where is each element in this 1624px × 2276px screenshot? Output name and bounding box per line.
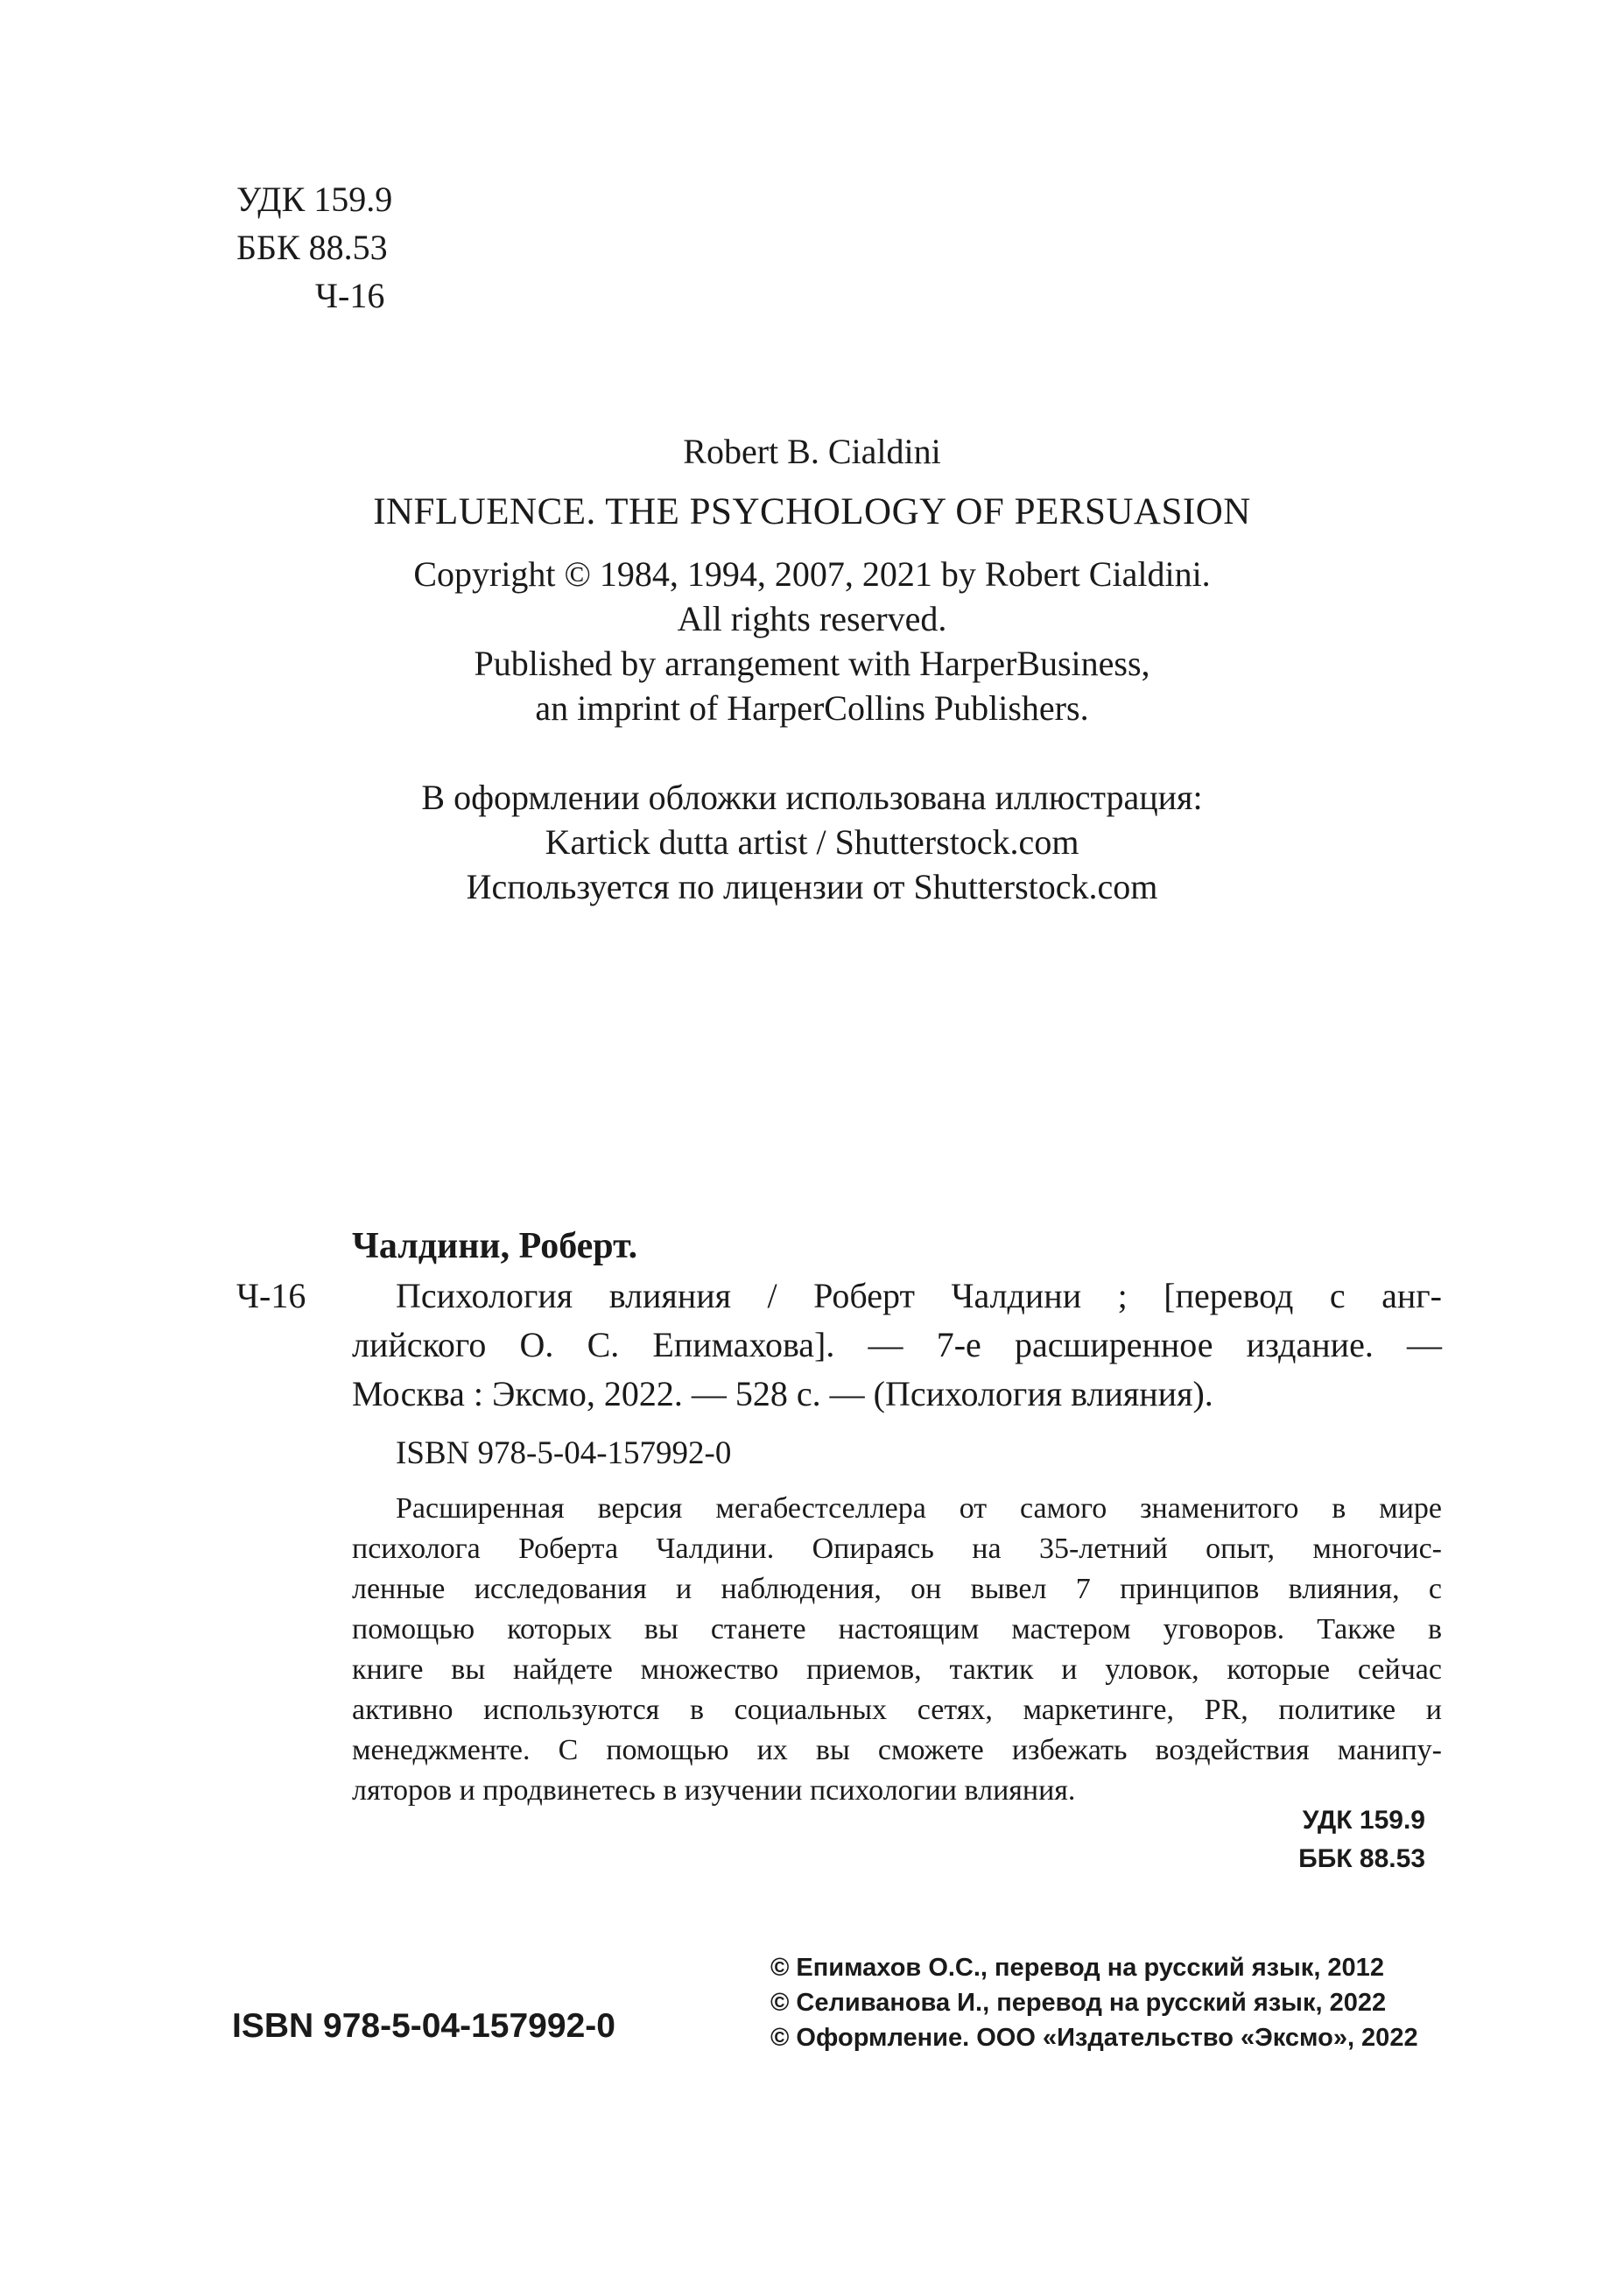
bbk-code: ББК 88.53 — [236, 228, 388, 267]
original-copyright — [0, 552, 1624, 730]
footer-copyright — [770, 1950, 1418, 2055]
bib-description-line: Москва : Эксмо, 2022. — 528 с. — (Психология влияния). — [352, 1374, 1213, 1413]
copyright-line: All rights reserved. — [677, 599, 947, 638]
footer-copyright-line: © Оформление. ООО «Издательство «Эксмо», 2022 — [770, 2024, 1418, 2052]
annotation-line: активно используются в социальных сетях, маркетинге, PR, политике и — [352, 1694, 1442, 1726]
annotation-line: ляторов и продвинетесь в изучении психологии влияния. — [352, 1774, 1076, 1807]
bib-description-line: Психология влияния / Роберт Чалдини ; [перевод с анг- — [396, 1276, 1442, 1315]
annotation-line: помощью которых вы станете настоящим мастером уговоров. Также в — [352, 1613, 1442, 1645]
bib-description — [352, 1272, 1442, 1419]
cover-credit-line: Kartick dutta artist / Shutterstock.com — [545, 822, 1079, 862]
classification-block — [236, 175, 392, 320]
bib-description-line: лийского О. С. Епимахова]. — 7-е расширенное издание. — — [352, 1325, 1442, 1364]
bib-bbk-code: ББК 88.53 — [1298, 1844, 1425, 1873]
copyright-line: Copyright © 1984, 1994, 2007, 2021 by Robert Cialdini. — [413, 554, 1211, 594]
copyright-line: an imprint of HarperCollins Publishers. — [535, 688, 1089, 728]
bib-author-code: Ч-16 — [236, 1276, 306, 1315]
cover-credit-line: В оформлении обложки использована иллюстрация: — [421, 778, 1203, 817]
bib-classification-codes — [1226, 1801, 1425, 1878]
udk-code: УДК 159.9 — [236, 180, 393, 219]
author-sign-code: Ч-16 — [315, 276, 385, 315]
copyright-line: Published by arrangement with HarperBusiness, — [474, 644, 1150, 683]
bib-udk-code: УДК 159.9 — [1302, 1806, 1425, 1835]
cover-credit-line: Используется по лицензии от Shutterstock.com — [466, 867, 1158, 906]
footer-copyright-line: © Епимахов О.С., перевод на русский язык, 2012 — [770, 1954, 1384, 1982]
annotation-line: Расширенная версия мегабестселлера от самого знаменитого в мире — [396, 1492, 1442, 1525]
cover-credit — [0, 775, 1624, 909]
annotation-line: психолога Роберта Чалдини. Опираясь на 35-летний опыт, многочис- — [352, 1533, 1442, 1565]
bib-author: Чалдини, Роберт. — [352, 1226, 638, 1266]
original-author: Robert B. Cialdini — [683, 432, 941, 471]
annotation-line: менеджменте. С помощью их вы сможете избежать воздействия манипу- — [352, 1734, 1442, 1766]
annotation-line: книге вы найдете множество приемов, тактик и уловок, которые сейчас — [352, 1653, 1442, 1686]
annotation-line: ленные исследования и наблюдения, он вывел 7 принципов влияния, с — [352, 1573, 1442, 1605]
footer-copyright-line: © Селиванова И., перевод на русский язык, 2022 — [770, 1989, 1387, 2017]
original-title: INFLUENCE. THE PSYCHOLOGY OF PERSUASION — [373, 491, 1251, 532]
annotation — [352, 1489, 1442, 1811]
footer-isbn: ISBN 978-5-04-157992-0 — [232, 2007, 615, 2045]
bib-isbn: ISBN 978-5-04-157992-0 — [396, 1435, 732, 1471]
